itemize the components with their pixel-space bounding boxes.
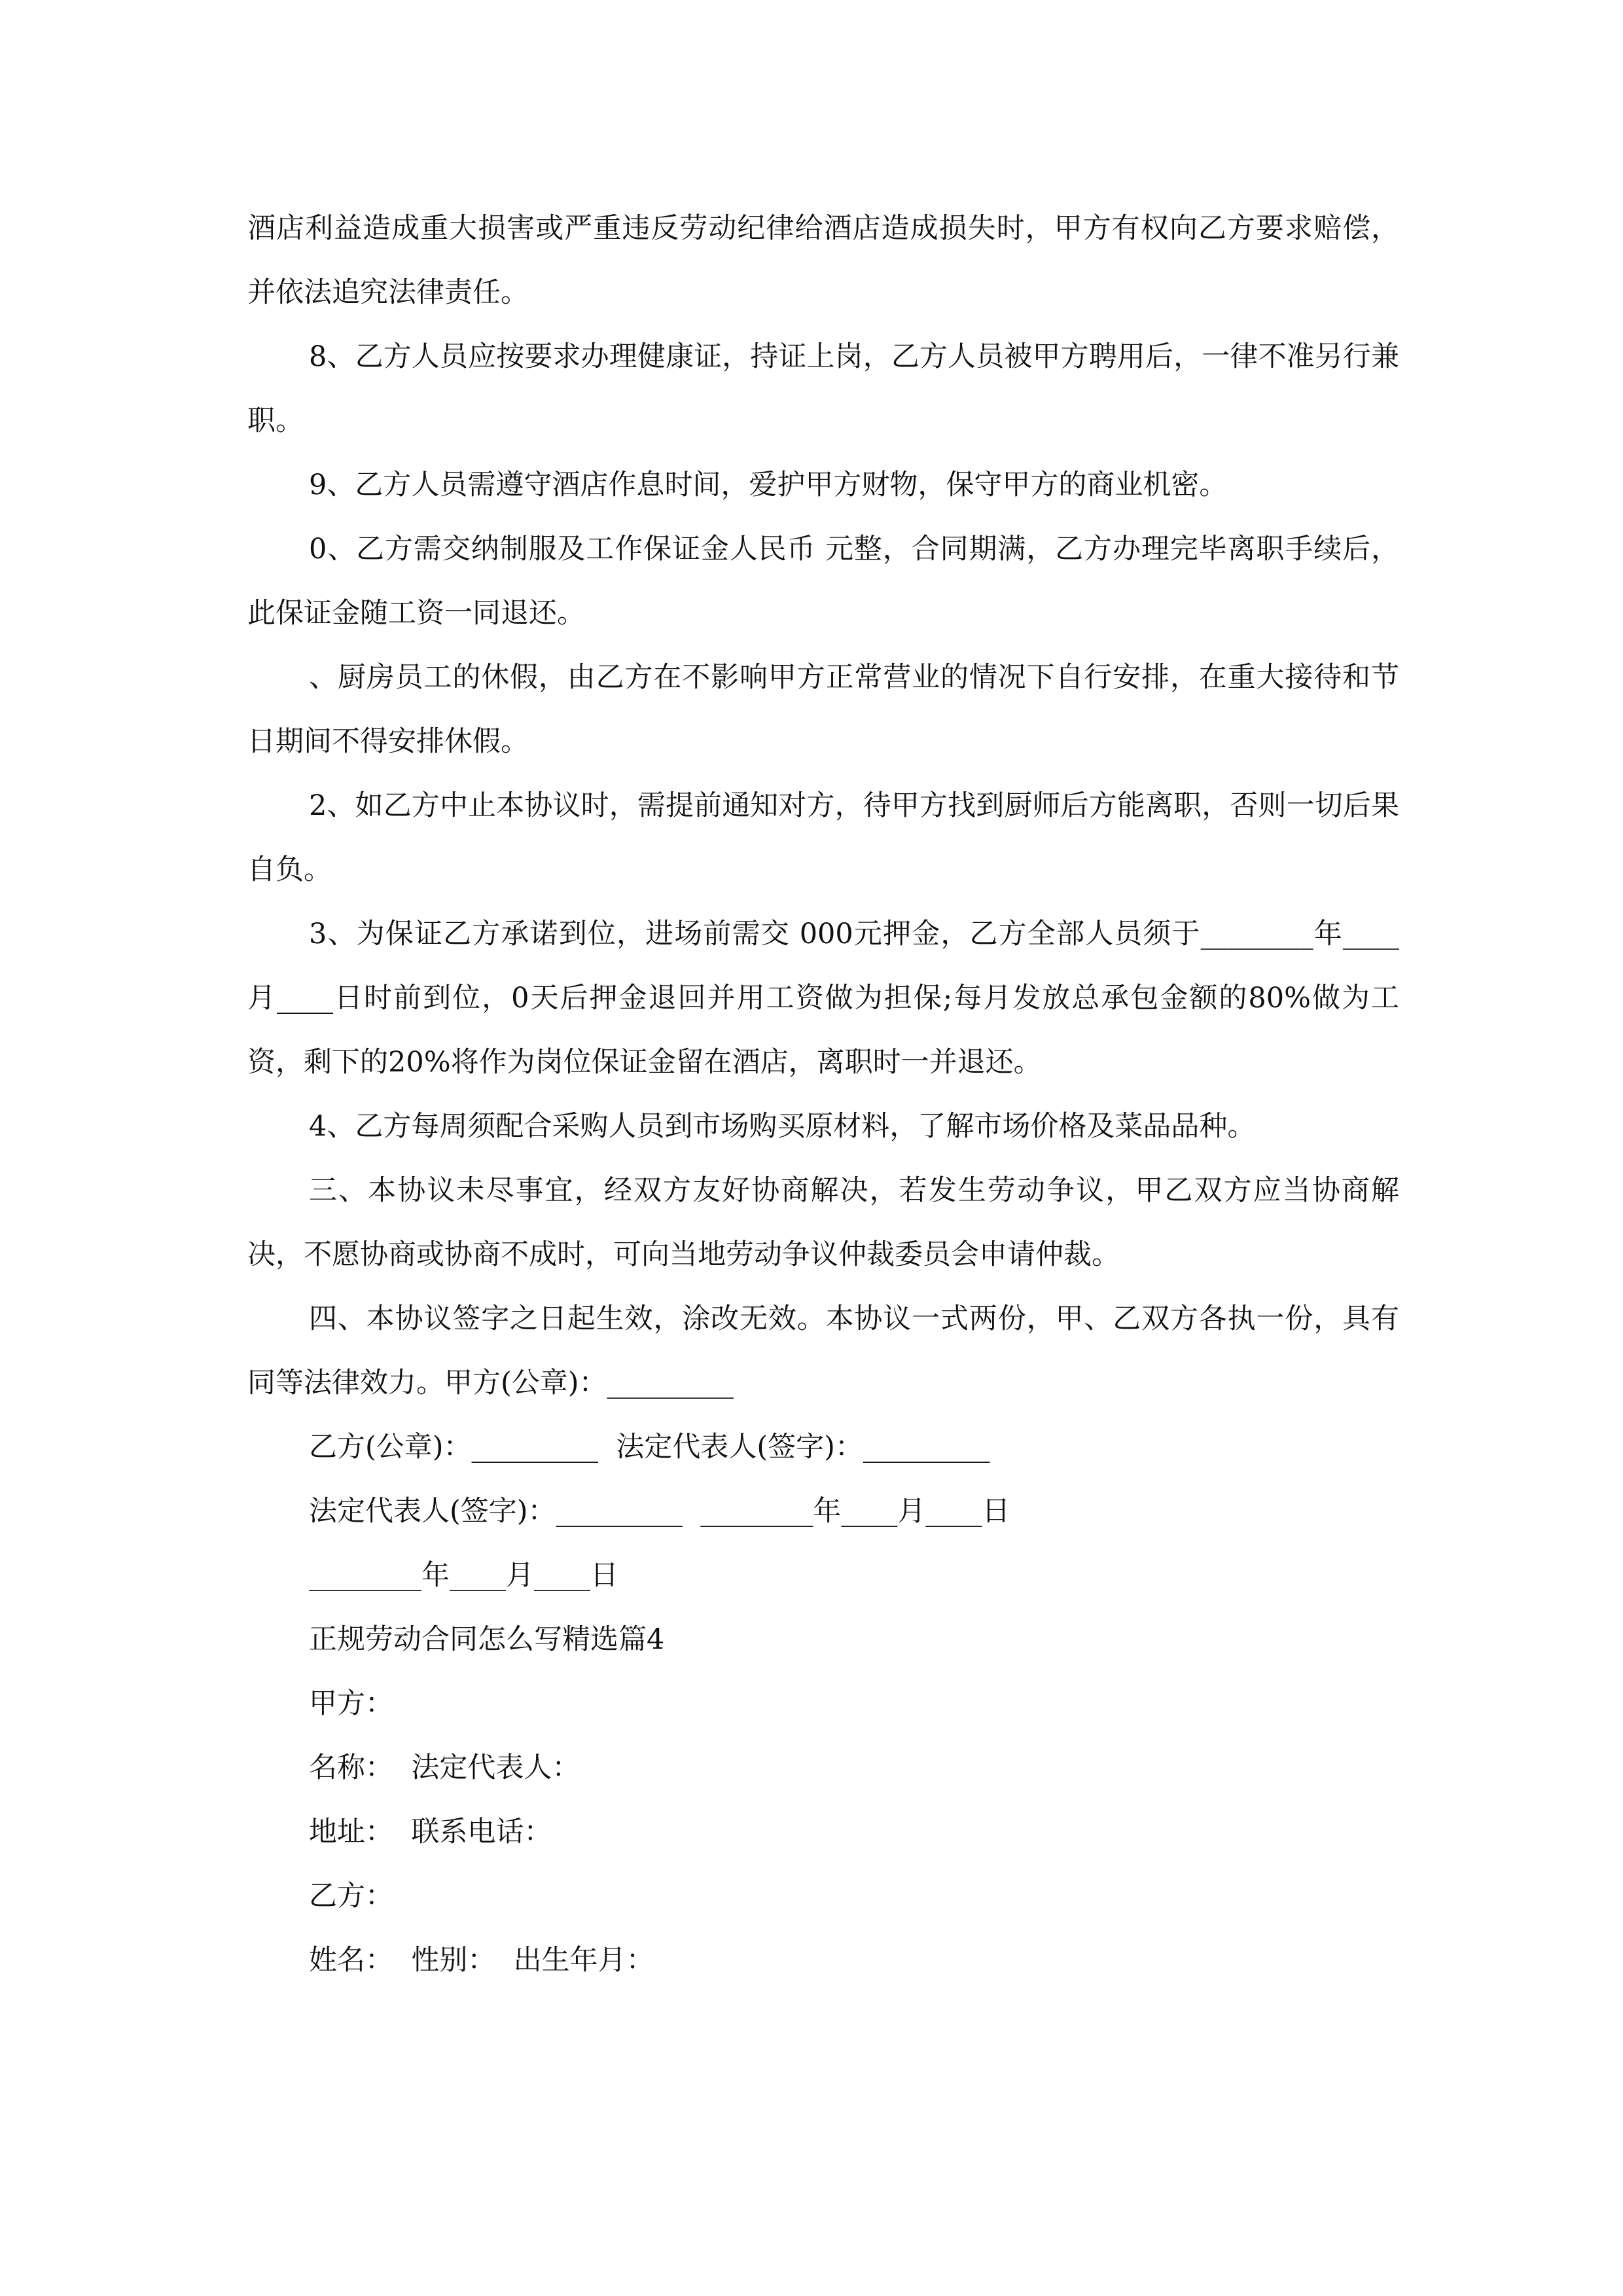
document-body — [247, 196, 1399, 1992]
party-a-name-line: 名称： 法定代表人： — [309, 1751, 580, 1784]
section-title: 正规劳动合同怎么写精选篇4 — [309, 1623, 665, 1656]
party-b-label: 乙方： — [309, 1880, 393, 1912]
paragraph-item-10: 0、乙方需交纳制服及工作保证金人民币 元整，合同期满，乙方办理完毕离职手续后，此保证金随工资一同退还。 — [247, 533, 1399, 630]
paragraph-clause-3: 三、本协议未尽事宜，经双方友好协商解决，若发生劳动争议，甲乙双方应当协商解决，不愿协商或协商不成时，可向当地劳动争议仲裁委员会申请仲裁。 — [247, 1174, 1399, 1271]
paragraph-continuation: 酒店利益造成重大损害或严重违反劳动纪律给酒店造成损失时，甲方有权向乙方要求赔偿，并依法追究法律责任。 — [247, 212, 1399, 309]
paragraph-item-9: 9、乙方人员需遵守酒店作息时间，爱护甲方财物，保守甲方的商业机密。 — [309, 469, 1228, 501]
date-line: ________年____月____日 — [309, 1559, 618, 1592]
party-b-details-line: 姓名： 性别： 出生年月： — [309, 1944, 654, 1977]
paragraph-item-14: 4、乙方每周须配合采购人员到市场购买原材料，了解市场价格及菜品品种。 — [309, 1110, 1256, 1143]
paragraph-item-11: 、厨房员工的休假，由乙方在不影响甲方正常营业的情况下自行安排，在重大接待和节日期间不得安排休假。 — [247, 661, 1399, 758]
party-a-address-line: 地址： 联系电话： — [309, 1816, 552, 1848]
signature-line-party-b: 乙方(公章)：_________ 法定代表人(签字)：_________ — [309, 1431, 990, 1463]
party-a-label: 甲方： — [309, 1687, 393, 1720]
paragraph-item-13: 3、为保证乙方承诺到位，进场前需交 000元押金，乙方全部人员须于________年____月____日时前到位，0天后押金退回并用工资做为担保;每月发放总承包金额的80%做为工资，剩下的20%将作为岗位保证金留在酒店，离职时一并退还。 — [247, 918, 1399, 1079]
paragraph-item-12: 2、如乙方中止本协议时，需提前通知对方，待甲方找到厨师后方能离职，否则一切后果自负。 — [247, 789, 1399, 886]
paragraph-clause-4: 四、本协议签字之日起生效，涂改无效。本协议一式两份，甲、乙双方各执一份，具有同等法律效力。甲方(公章)：_________ — [247, 1302, 1399, 1399]
paragraph-item-8: 8、乙方人员应按要求办理健康证，持证上岗，乙方人员被甲方聘用后，一律不准另行兼职。 — [247, 340, 1399, 437]
signature-line-representative: 法定代表人(签字)：_________ ________年____月____日 — [309, 1495, 1010, 1528]
